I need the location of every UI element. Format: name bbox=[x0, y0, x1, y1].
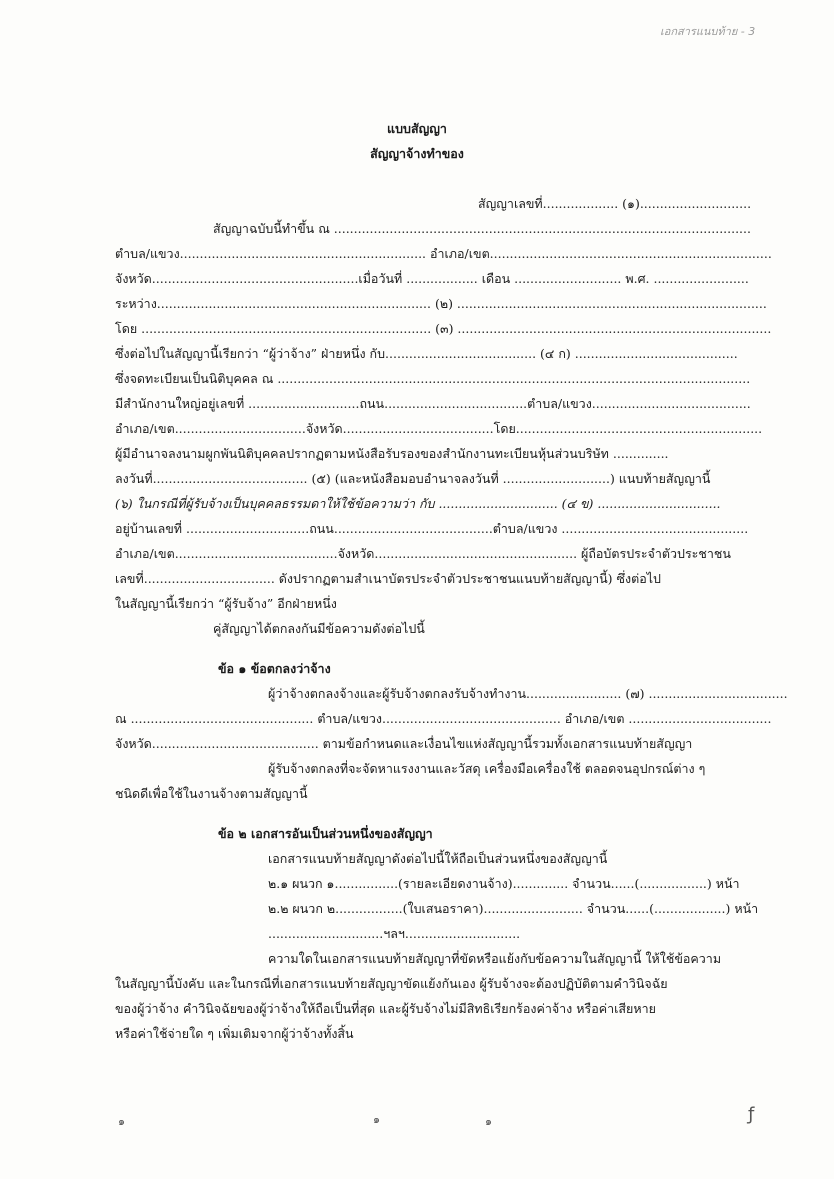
conflict-line-3: ของผู้ว่าจ้าง คำวินิจฉัยของผู้ว่าจ้างให้ถือเป็นที่สุด และผู้รับจ้างไม่มีสิทธิเรียกร้องค่าจ้าง หรือค่าเสียหาย bbox=[115, 1001, 656, 1016]
between-line: ระหว่าง..................................................................... (๒) .............................................................................. bbox=[115, 296, 767, 311]
initial-mark-2: ๑ bbox=[373, 1113, 380, 1126]
district-province-line: อำเภอ/เขต.................................จังหวัด......................................โดย.............................................................. bbox=[115, 421, 763, 436]
clause-1-line-4: ผู้รับจ้างตกลงที่จะจัดหาแรงงานและวัสดุ เครื่องมือเครื่องใช้ ตลอดจนอุปกรณ์ต่าง ๆ bbox=[268, 761, 706, 776]
parties-agree-line: คู่สัญญาได้ตกลงกันมีข้อความดังต่อไปนี้ bbox=[213, 621, 425, 636]
clause-1-line-3: จังหวัด.......................................... ตามข้อกำหนดและเงื่อนไขแห่งสัญญานี้รวมทั้งเอกสารแนบท้ายสัญญา bbox=[115, 736, 693, 751]
id-number-line: เลขที่................................. ดังปรากฏตามสำเนาบัตรประจำตัวประชาชนแนบท้ายสัญญานี้) ซึ่งต่อไป bbox=[115, 571, 661, 586]
conflict-line-1: ความใดในเอกสารแนบท้ายสัญญาที่ขัดหรือแย้งกับข้อความในสัญญานี้ ให้ใช้ข้อความ bbox=[268, 951, 722, 966]
clause-1-line-1: ผู้ว่าจ้างตกลงจ้างและผู้รับจ้างตกลงรับจ้างทำงาน........................ (๗) ................................... bbox=[268, 686, 788, 701]
residence-line: อยู่บ้านเลขที่ ...............................ถนน........................................ตำบล/แขวง ............................................... bbox=[115, 521, 749, 536]
head-office-line: มีสำนักงานใหญ่อยู่เลขที่ ............................ถนน....................................ตำบล/แขวง........................................ bbox=[115, 396, 751, 411]
province-date-line: จังหวัด....................................................เมื่อวันที่ .................. เดือน ........................... พ.ศ. ........................ bbox=[115, 271, 749, 286]
initial-mark-1: ๑ bbox=[118, 1115, 125, 1128]
annex-1-line: ๒.๑ ผนวก ๑................(รายละเอียดงานจ้าง).............. จำนวน......(.................) หน้า bbox=[268, 876, 740, 891]
signature-mark: ƒ bbox=[748, 1104, 755, 1125]
form-title: แบบสัญญา bbox=[387, 121, 447, 136]
authorized-signatory-line: ผู้มีอำนาจลงนามผูกพันนิติบุคคลปรากฏตามหนังสือรับรองของสำนักงานทะเบียนหุ้นส่วนบริษัท .............. bbox=[115, 446, 669, 461]
contract-number-line: สัญญาเลขที่................... (๑)............................ bbox=[478, 196, 752, 211]
conflict-line-2: ในสัญญานี้บังคับ และในกรณีที่เอกสารแนบท้ายสัญญาขัดแย้งกันเอง ผู้รับจ้างจะต้องปฏิบัติตามคำวินิจฉัย bbox=[115, 976, 668, 991]
subdistrict-line: ตำบล/แขวง.............................................................. อำเภอ/เขต....................................................................... bbox=[115, 246, 772, 261]
dated-line: ลงวันที่....................................... (๕) (และหนังสือมอบอำนาจลงวันที่ ...........................) แนบท้ายสัญญานี้ bbox=[115, 471, 711, 486]
conflict-line-4: หรือค่าใช้จ่ายใด ๆ เพิ่มเติมจากผู้ว่าจ้างทั้งสิ้น bbox=[115, 1026, 354, 1041]
natural-person-clause: (๖) ในกรณีที่ผู้รับจ้างเป็นบุคคลธรรมดาให้ใช้ข้อความว่า กับ .............................. (๔ ข) ............................... bbox=[115, 496, 721, 511]
contractor-definition-line: ในสัญญานี้เรียกว่า “ผู้รับจ้าง” อีกฝ่ายหนึ่ง bbox=[115, 596, 337, 611]
clause-1-line-5: ชนิดดีเพื่อใช้ในงานจ้างตามสัญญานี้ bbox=[115, 786, 308, 801]
etc-line: .............................ฯลฯ............................. bbox=[268, 926, 521, 941]
district-idcard-line: อำเภอ/เขต.........................................จังหวัด................................................... ผู้ถือบัตรประจำตัวประชาชน bbox=[115, 546, 731, 561]
juristic-registration-line: ซึ่งจดทะเบียนเป็นนิติบุคคล ณ ....................................................................................................................... bbox=[115, 371, 751, 386]
annex-2-line: ๒.๒ ผนวก ๒.................(ใบเสนอราคา)......................... จำนวน......(..................) หน้า bbox=[268, 901, 759, 916]
clause-1-line-2: ณ .............................................. ตำบล/แขวง............................................. อำเภอ/เขต .................................... bbox=[115, 711, 772, 726]
clause-1-heading: ข้อ ๑ ข้อตกลงว่าจ้าง bbox=[218, 661, 331, 676]
made-at-line: สัญญาฉบับนี้ทำขึ้น ณ ......................................................................................................... bbox=[213, 221, 751, 236]
clause-2-intro: เอกสารแนบท้ายสัญญาดังต่อไปนี้ให้ถือเป็นส่วนหนึ่งของสัญญานี้ bbox=[268, 851, 608, 866]
contract-title: สัญญาจ้างทำของ bbox=[370, 146, 464, 161]
employer-line: ซึ่งต่อไปในสัญญานี้เรียกว่า “ผู้ว่าจ้าง” ฝ่ายหนึ่ง กับ...................................... (๔ ก) ......................................... bbox=[115, 346, 738, 361]
handwritten-corner-note: เอกสารแนบท้าย - 3 bbox=[660, 25, 756, 38]
initial-mark-3: ๑ bbox=[485, 1115, 492, 1128]
clause-2-heading: ข้อ ๒ เอกสารอันเป็นส่วนหนึ่งของสัญญา bbox=[218, 826, 433, 841]
by-line: โดย ......................................................................... (๓) ............................................................................... bbox=[115, 321, 772, 336]
